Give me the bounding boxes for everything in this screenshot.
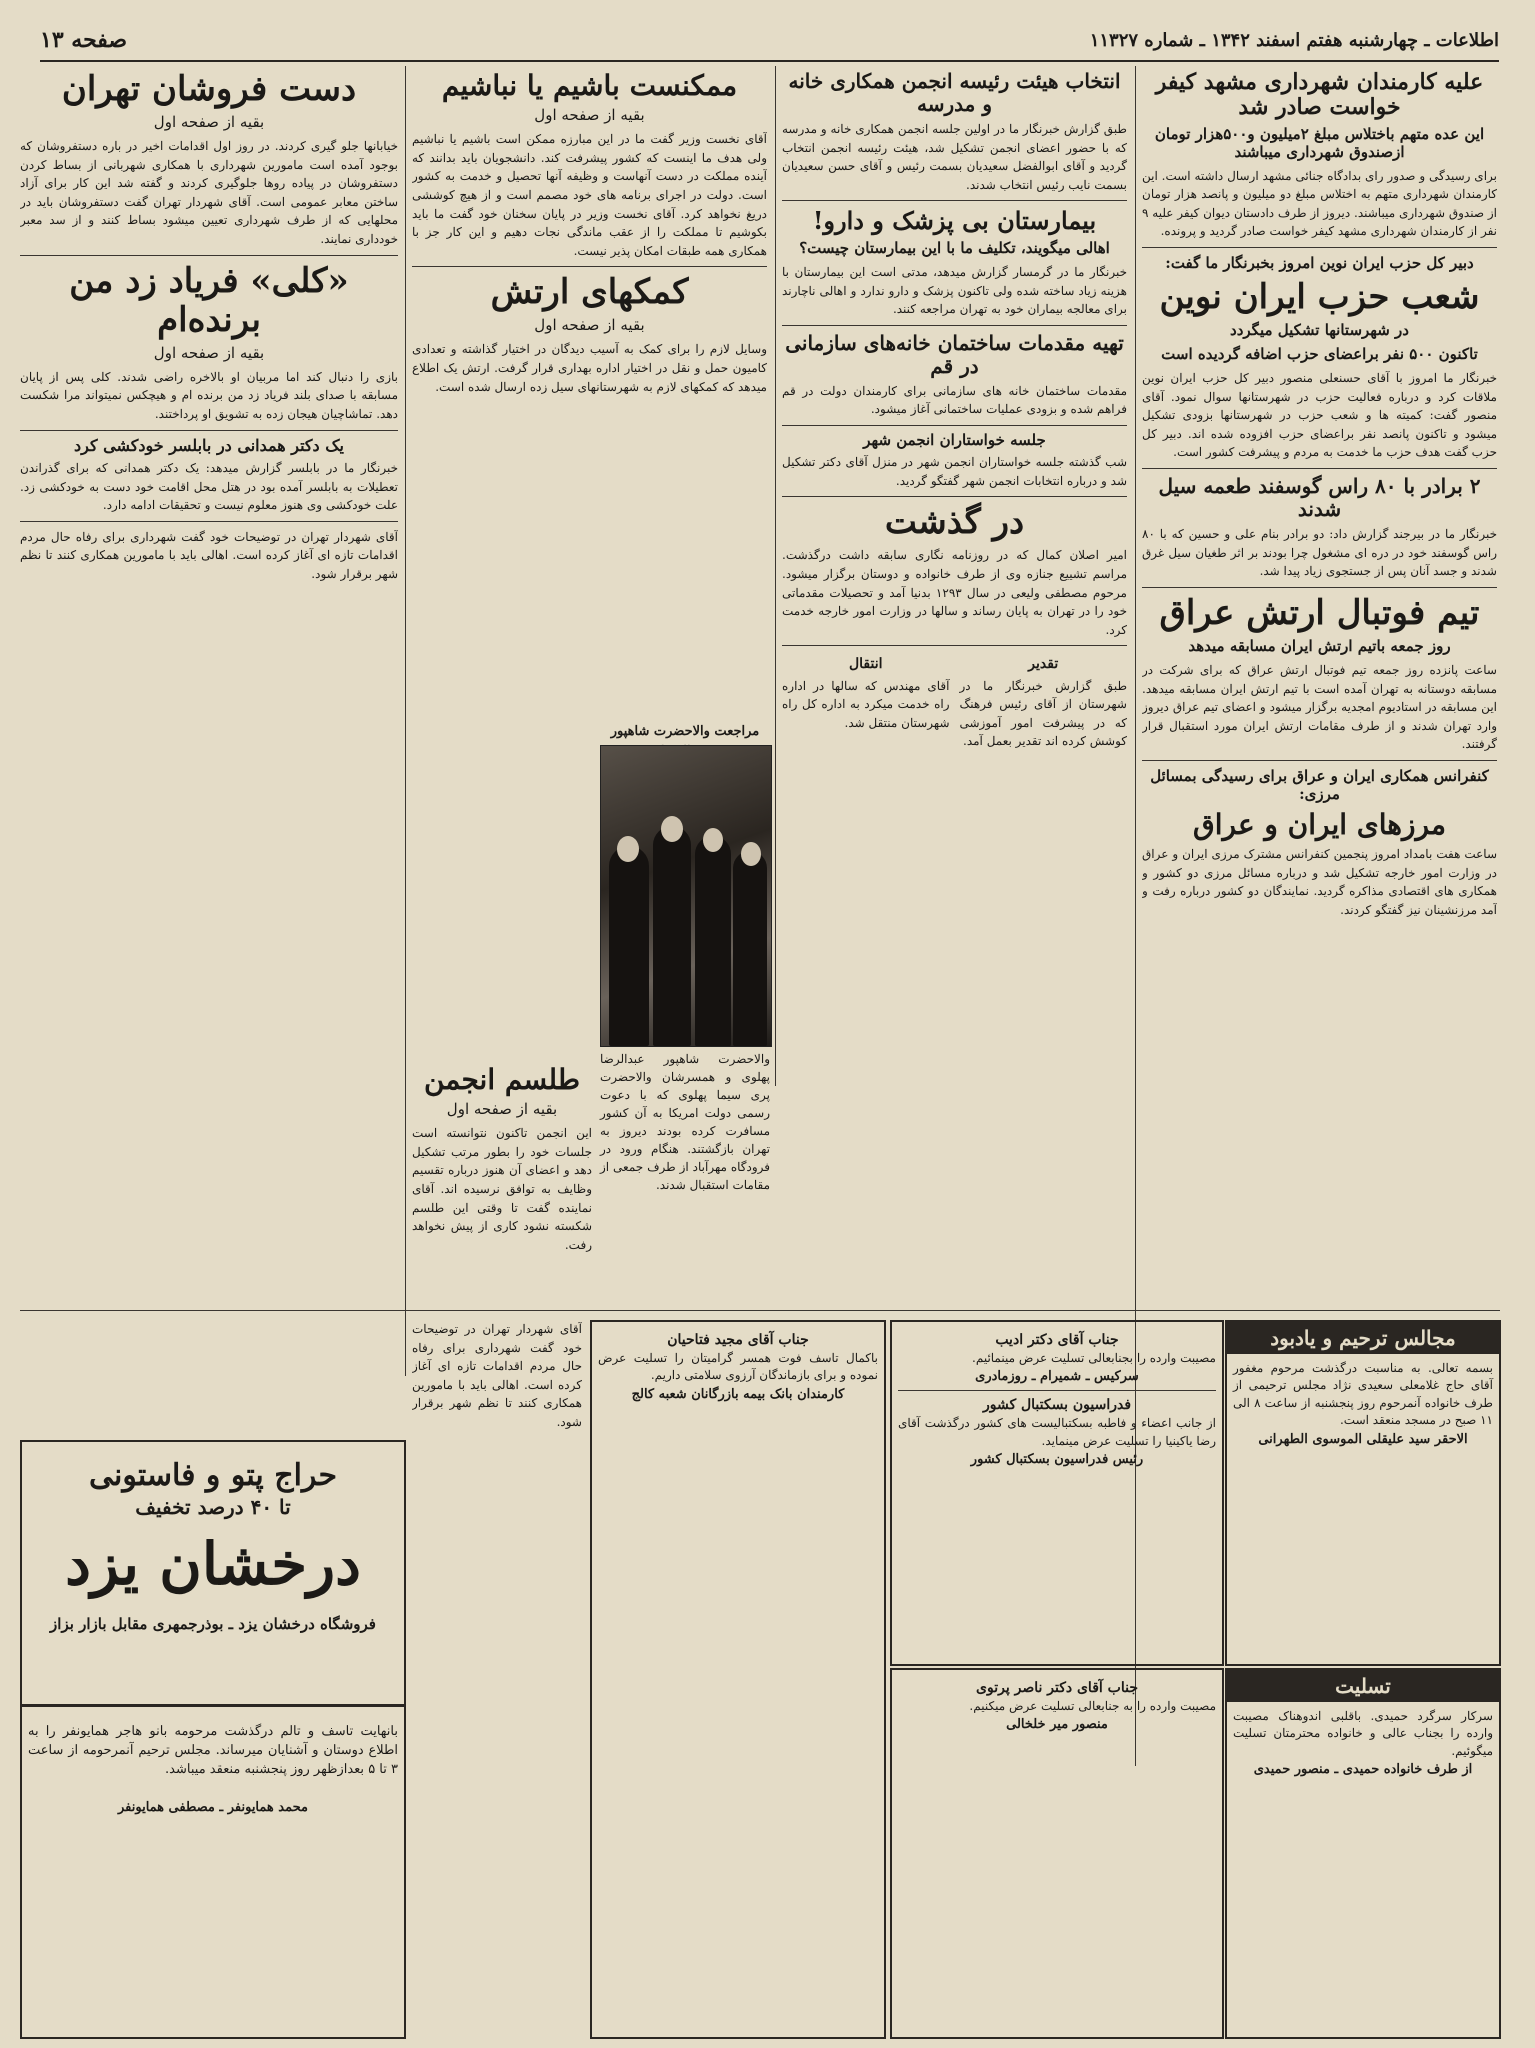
headline-talesm: طلسم انجمن [423, 1063, 581, 1096]
section-divider [1142, 587, 1497, 588]
sale-ad [20, 1440, 406, 1706]
subhead-football: روز جمعه باتیم ارتش ایران مسابقه میدهد [1188, 636, 1451, 655]
condolence-box [1225, 1668, 1501, 2039]
sale-footer: فروشگاه درخشان یزد ـ بوذرجمهری مقابل بازار بزاز [50, 1614, 376, 1633]
continued-label: بقیه از صفحه اول [534, 106, 645, 125]
section-divider [782, 425, 1127, 426]
section-divider [20, 255, 398, 256]
condolence-signature: سرکیس ـ شمیرام ـ روزمادری [975, 1369, 1139, 1385]
article-shahr: شب گذشته جلسه خواستاران انجمن شهر در منزل آقای دکتر تشکیل شد و درباره انتخابات انجمن شهر گفتگو گردید. [782, 455, 1127, 488]
headline-shahr: جلسه خواستاران انجمن شهر [863, 430, 1046, 449]
section-divider [1142, 468, 1497, 469]
photo-figure [609, 846, 649, 1046]
headline-border: مرزهای ایران و عراق [1193, 807, 1446, 841]
article-obituary: امیر اصلان کمال که در روزنامه نگاری سابقه داشت درگذشت. مراسم تشییع جنازه وی از طرف خانواده و دوستان برگزار میشود. مرحوم مصطفی ولیعی در سال ۱۲۹۳ بدنیا آمد و تحصیلات مقدماتی خود را در تهران به پایان رساند و سالها در وزارت امور خارجه خدمت کرد. [782, 548, 1127, 637]
column-right [1142, 66, 1497, 1126]
article-talesm: این انجمن تاکنون نتوانسته است جلسات خود را بطور مرتب تشکیل دهد و اعضای آن هنوز درباره تقسیم وظایف به توافق نرسیده اند. آقای نماینده گفت تا وقتی این طلسم شکسته نشود کاری از پیش نخواهد رفت. [412, 1126, 592, 1252]
section-divider [20, 430, 398, 431]
notice-sign: محمد همایونفر ـ مصطفی همایونفر [118, 1799, 308, 1815]
memorial-sign: الاحقر سید علیقلی الموسوی الطهرانی [1258, 1431, 1468, 1447]
article-hezb: خبرنگار ما امروز با آقای حسنعلی منصور دبیر کل حزب ایران نوین ملاقات کرد و درباره فعالیت حزب در شهرستانها سوال نمود. آقای منصور گفت: کمیته ها و شعب حزب در شهرستانها بزودی تشکیل میشود و تاکنون پانصد نفر براعضای حزب افزوده شده اند. دبیر کل حزب گفت هدف حزب ما خدمت به مردم و پیشرفت کشور است. [1142, 371, 1497, 460]
subhead-hospital: اهالی میگویند، تکلیف ما با این بیمارستان چیست؟ [799, 238, 1110, 257]
photo-figure [695, 836, 731, 1046]
memorial-banner: مجالس ترحیم و یادبود [1227, 1322, 1499, 1354]
article-anjoman: طبق گزارش خبرنگار ما در اولین جلسه انجمن همکاری خانه و مدرسه که با حضور اعضای انجمن تشکیل شد، هیئت رئیسه انجمن انتخاب گردید و آقای ابوالفضل سعیدیان بسمت رئیس و آقای حسن سعیدیان بسمت نایب رئیس انتخاب شدند. [782, 122, 1127, 192]
column-rule [775, 66, 776, 1086]
notice-text: بانهایت تاسف و تالم درگذشت مرحومه بانو هاجر همایونفر را به اطلاع دوستان و آشنایان میرساند. مجلس ترحیم آنمرحومه از ساعت ۳ تا ۵ بعدازظهر روز پنجشنبه منعقد میباشد. [28, 1724, 398, 1777]
photo-title: مراجعت والاحضرت شاهپور [610, 724, 760, 739]
headline-enteqal: انتقال [848, 656, 883, 673]
kicker-hezb: دبیر کل حزب ایران نوین امروز بخبرنگار ما گفت: [1165, 253, 1474, 272]
condolence-body: از جانب اعضاء و فاطبه بسکتبالیست های کشور درگذشت آقای رضا یاکینیا را تسلیت عرض مینماید. [898, 1416, 1216, 1448]
continued-label: بقیه از صفحه اول [534, 316, 645, 335]
column-center-left [412, 66, 767, 716]
condolence-text: سرکار سرگرد حمیدی. باقلبی اندوهناک مصیبت وارده را بجناب عالی و خانواده محترمتان تسلیت میگوئیم. [1233, 1709, 1493, 1758]
section-divider [20, 521, 398, 522]
continued-label: بقیه از صفحه اول [153, 113, 265, 132]
condolence-body: باکمال تاسف فوت همسر گرامیتان را تسلیت عرض نموده و برای بازماندگان آرزوی سلامتی داریم. [598, 1351, 878, 1383]
headline-flood: ۲ برادر با ۸۰ راس گوسفند طعمه سیل شدند [1158, 474, 1481, 522]
sale-brand: درخشان یزد [65, 1530, 361, 1598]
kicker-border: کنفرانس همکاری ایران و عراق برای رسیدگی بمسائل مرزی: [1150, 766, 1489, 803]
section-divider [1142, 247, 1497, 248]
family-notice [20, 1705, 406, 2039]
photo-figure [733, 851, 767, 1046]
section-divider [782, 200, 1127, 201]
headline-vendors: دست فروشان تهران [61, 69, 357, 109]
memorial-box [1225, 1320, 1501, 1666]
photo-figure [653, 826, 691, 1046]
continued-label: بقیه از صفحه اول [446, 1100, 558, 1119]
headline-mashhad: علیه کارمندان شهرداری مشهد کیفر خواست صادر شد [1155, 69, 1484, 121]
article-army: وسایل لازم را برای کمک به آسیب دیدگان در اختیار گذاشته و تعدادی کامیون حمل و نقل در اختیار اداره بهداری قرار گرفت. ارتش یک اطلاع میدهد که کمکهای لازم به شهرستانهای سیل زده ارسال شده است. [412, 342, 767, 394]
article-doctor: خبرنگار ما در بابلسر گزارش میدهد: یک دکتر همدانی که برای گذراندن تعطیلات به بابلسر آمده بود در هتل محل اقامت خود دست به خودکشی زد. علت خودکشی وی هنوز معلوم نیست و تحقیقات ادامه دارد. [20, 461, 398, 513]
column-left [20, 66, 398, 1296]
photo-face [703, 828, 723, 852]
sale-title: حراج پتو و فاستونی [88, 1458, 338, 1493]
headline-hospital: بیمارستان بی پزشک و دارو! [812, 206, 1097, 236]
article-shahrdar: آقای شهردار تهران در توضیحات خود گفت شهرداری برای رفاه حال مردم اقدامات تازه ای آغاز کرده است. اهالی باید با مامورین همکاری کنند تا نظم شهر برقرار شود. [20, 529, 398, 581]
condolence-signature: کارمندان بانک بیمه بازرگانان شعبه کالج [631, 1386, 845, 1402]
headline-football: تیم فوتبال ارتش عراق [1159, 592, 1480, 633]
condolence-heading: جناب آقای دکتر ناصر پرتوی [976, 1680, 1138, 1696]
article-flood: خبرنگار ما در بیرجند گزارش داد: دو برادر بنام علی و حسین که با ۸۰ راس گوسفند خود در دره ای مشغول چرا بودند بر اثر طغیان سیل غرق شدند و جسد آنان پس از جستجوی زیاد پیدا شد. [1142, 527, 1497, 579]
subhead-hezb-2: تاکنون ۵۰۰ نفر براعضای حزب اضافه گردیده است [1161, 345, 1478, 364]
article-taqdir: طبق گزارش خبرنگار ما در شهرستان از آقای رئیس فرهنگ که در پیشرفت امور آموزشی کوشش کرده اند تقدیر بعمل آمد. [959, 678, 1127, 749]
section-divider [20, 1310, 1500, 1311]
condolence-body: مصیبت وارده را به جنابعالی تسلیت عرض میکنیم. [969, 1699, 1216, 1713]
column-rule [405, 66, 406, 1376]
condolence-sign: از طرف خانواده حمیدی ـ منصور حمیدی [1253, 1762, 1473, 1778]
continued-label: بقیه از صفحه اول [153, 343, 265, 362]
condolence-signature: رئیس فدراسیون بسکتبال کشور [970, 1452, 1144, 1468]
headline-anjoman: انتخاب هیئت رئیسه انجمن همکاری خانه و مدرسه [788, 69, 1121, 116]
column-talesm [412, 1060, 592, 1300]
section-divider [412, 266, 767, 267]
article-enteqal: آقای مهندس که سالها در اداره راه خدمت میکرد به اداره کل راه شهرستان منتقل شد. [782, 678, 950, 730]
news-photo [600, 745, 772, 1047]
subhead-hezb: در شهرستانها تشکیل میگردد [1230, 321, 1409, 340]
condolence-card [890, 1320, 1224, 1666]
headline-momkenast: ممکنست باشیم یا نباشیم [441, 69, 738, 102]
article-hospital: خبرنگار ما در گرمسار گزارش میدهد، مدتی است این بیمارستان با هزینه زیاد ساخته شده ولی تاکنون پزشک و دارو ندارد و اهالی ناچارند برای معالجه بیماران خود به تهران مراجعه کنند. [782, 264, 1127, 317]
condolence-card [590, 1320, 886, 2039]
column-center-right [782, 66, 1127, 1126]
issue-info: اطلاعات ـ چهارشنبه هفتم اسفند ۱۳۴۲ ـ شماره ۱۱۳۲۷ [1089, 29, 1499, 51]
article-clay: بازی را دنبال کند اما مربیان او بالاخره راضی شدند. کلی پس از پایان مسابقه با صدای بلند فریاد زد من برنده ام و هیچکس نمیتواند مرا شکست دهد. تماشاچیان هیجان زده به تشویق او پرداختند. [20, 369, 398, 422]
page-number: صفحه ۱۳ [40, 27, 128, 53]
condolence-signature: منصور میر خلخالی [1006, 1717, 1108, 1733]
condolence-heading: جناب آقای مجید فتاحیان [667, 1332, 809, 1348]
section-divider [782, 496, 1127, 497]
section-divider [782, 325, 1127, 326]
subhead-mashhad: این عده متهم باختلاس مبلغ ۲میلیون و۵۰۰هزار تومان ازصندوق شهرداری میباشند [1154, 124, 1485, 161]
condolence-banner: تسلیت [1227, 1670, 1499, 1702]
photo-face [741, 842, 761, 866]
headline-qom: تهیه مقدمات ساختمان خانه‌های سازمانی در قم [785, 330, 1124, 378]
headline-army: کمکهای ارتش [490, 272, 689, 313]
headline-obituary: در گذشت [884, 502, 1025, 543]
condolence-body: مصیبت وارده را بجنابعالی تسلیت عرض مینمائیم. [972, 1351, 1216, 1365]
section-divider [1142, 760, 1497, 761]
memorial-text: بسمه تعالی. به مناسبت درگذشت مرحوم مغفور آقای حاج غلامعلی سعیدی نژاد مجلس ترحیمی از طرف خانواده آنمرحوم روز پنجشنبه از ساعت ۸ الی ۱۱ صبح در مسجد منعقد است. [1233, 1361, 1493, 1428]
masthead-bar [40, 20, 1499, 62]
headline-doctor: یک دکتر همدانی در بابلسر خودکشی کرد [73, 435, 345, 455]
column-small [412, 1320, 582, 2020]
article-border: ساعت هفت بامداد امروز پنجمین کنفرانس مشترک مرزی ایران و عراق در وزارت امور خارجه تشکیل شد و درباره مسائل مرزی دو کشور و همکاری های اقتصادی مذاکره گردید. نمایندگان دو کشور درباره رفت و آمد مرزنشینان نیز گفتگو کردند. [1142, 847, 1497, 917]
article-football: ساعت پانزده روز جمعه تیم فوتبال ارتش عراق که برای شرکت در مسابقه دوستانه به تهران آمده است با تیم ارتش ایران مسابقه میدهد. این مسابقه در استادیوم امجدیه برگزار میشود و اعضای تیم عراق دیروز وارد تهران شدند و از طرف مقامات ارتش ایران مورد استقبال قرار گرفتند. [1142, 662, 1497, 752]
article-continued: آقای شهردار تهران در توضیحات خود گفت شهرداری برای رفاه حال مردم اقدامات تازه ای آغاز کرده است. اهالی باید با مامورین همکاری کنند تا نظم شهر برقرار شود. [412, 1322, 582, 1429]
section-divider [782, 645, 1127, 646]
condolence-heading: جناب آقای دکتر ادیب [995, 1332, 1119, 1348]
sale-discount: تا ۴۰ درصد تخفیف [135, 1495, 291, 1519]
section-divider [898, 1390, 1216, 1391]
condolence-heading: فدراسیون بسکتبال کشور [982, 1397, 1132, 1414]
article-qom: مقدمات ساختمان خانه های سازمانی برای کارمندان دولت در قم فراهم شده و بزودی عملیات ساختمانی آغاز میشود. [782, 383, 1127, 417]
condolence-card [890, 1668, 1224, 2039]
headline-taqdir: تقدیر [1028, 656, 1059, 673]
article-vendors: خیابانها جلو گیری کردند. در روز اول اقدامات اخیر در باره دستفروشان که بوجود آمده است مامورین شهرداری با همکاری شهربانی از بساط کردن دستفروشان در پیاده روها جلوگیری کردند و گفته شد این کار برای آزاد ساختن معابر عمومی است. آقای شهردار تهران گفت دستفروشان باید در محلهایی که از طرف شهرداری تعیین میشود بساط کنند و از سد معبر خودداری نمایند. [20, 139, 398, 247]
headline-clay: «کلی» فریاد زد من برنده‌ام [69, 260, 349, 340]
photo-face [661, 816, 683, 842]
photo-caption: والاحضرت شاهپور عبدالرضا پهلوی و همسرشان والاحضرت پری سیما پهلوی که با دعوت رسمی دولت امریکا به آن کشور مسافرت کرده بودند دیروز به تهران بازگشتند. هنگام ورود در فرودگاه مهرآباد از طرف جمعی از مقامات استقبال شدند. [600, 1052, 770, 1192]
article-momkenast: آقای نخست وزیر گفت ما در این مبارزه ممکن است باشیم یا نباشیم ولی هدف ما اینست که کشور پیشرفت کند. دانشجویان باید بدانند که آینده مملکت در دست آنهاست و وظیفه آنها تحصیل و خدمت به کشور است. دولت در اجرای برنامه های خود مصمم است و از هیچ کوششی دریغ نخواهد کرد. آقای نخست وزیر در پایان سخنان خود گفت ما باید بکوشیم تا مملکت را از عقب ماندگی نجات دهیم و این کار جز با همکاری همه طبقات امکان پذیر نیست. [412, 132, 767, 258]
headline-hezb: شعب حزب ایران نوین [1159, 276, 1480, 317]
article-mashhad: برای رسیدگی و صدور رای بدادگاه جنائی مشهد ارسال داشته است. این کارمندان شهرداری متهم به اختلاس مبلغ دو میلیون و پانصد هزار تومان از صندوق شهرداری میباشند. دیروز از طرف دادستان دیوان کیفر علیه ۹ نفر از کارمندان شهرداری مشهد کیفر خواست صادر گردید و پرونده. [1142, 168, 1497, 239]
photo-face [617, 836, 639, 862]
